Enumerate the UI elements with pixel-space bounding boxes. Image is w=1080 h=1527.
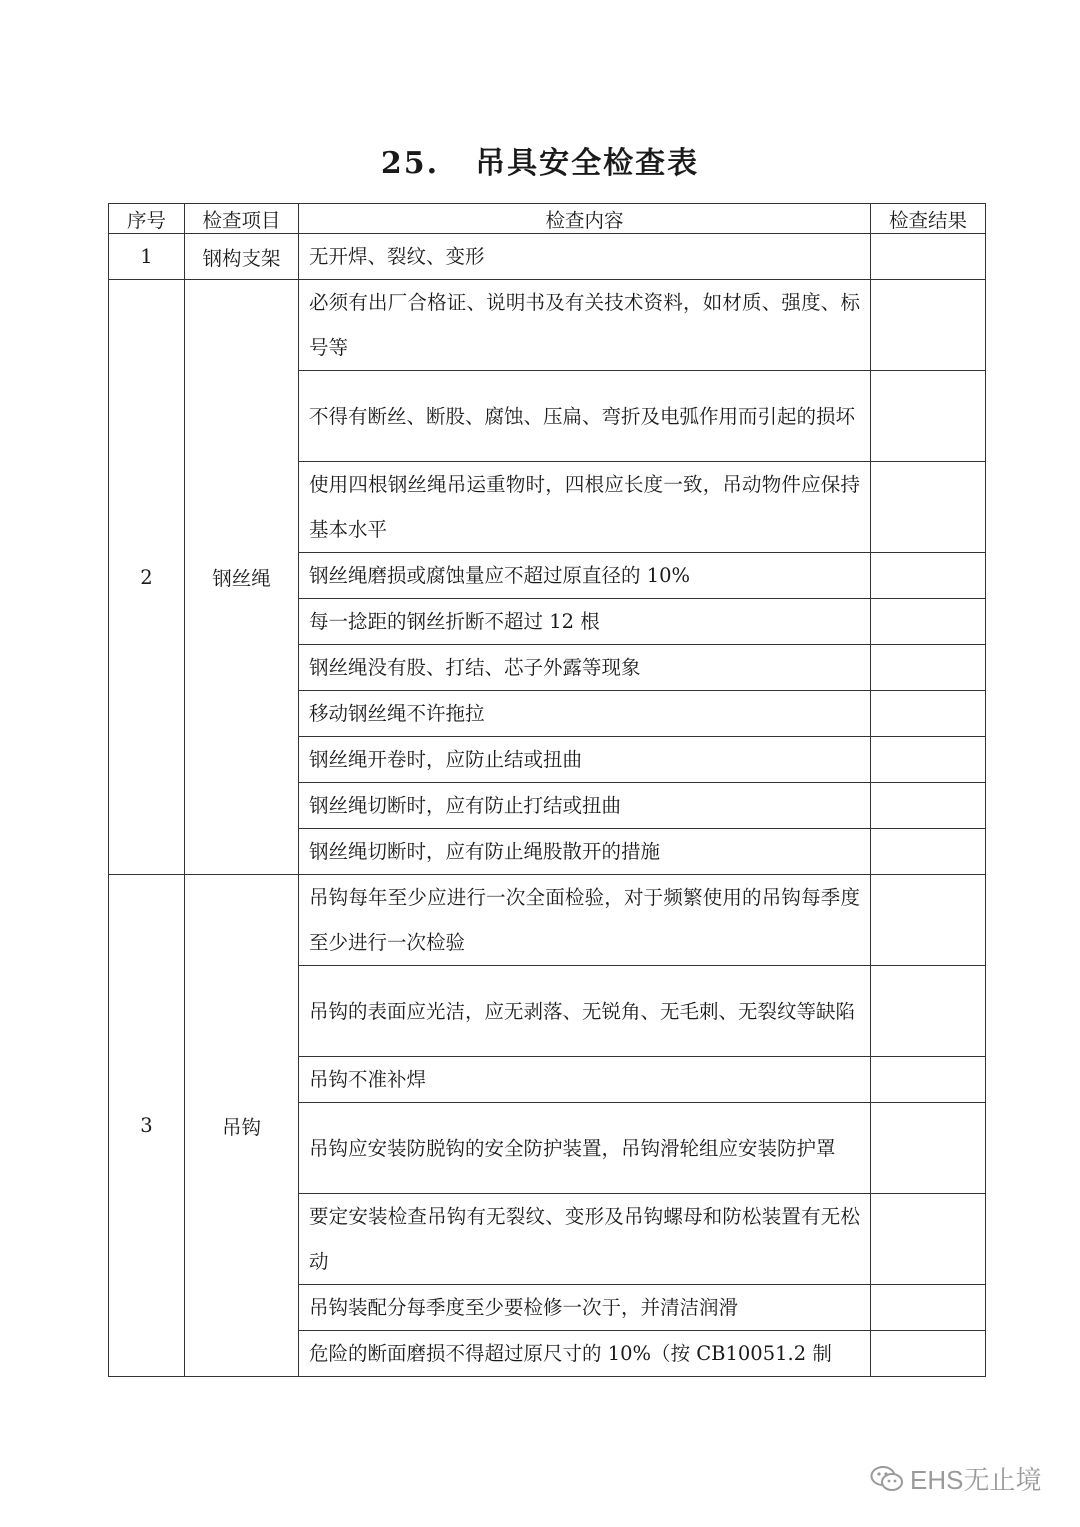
result-cell[interactable] [871,1331,986,1377]
content-cell: 钢丝绳没有股、打结、芯子外露等现象 [299,645,871,691]
wechat-icon [870,1465,904,1493]
content-cell: 钢丝绳开卷时，应防止结或扭曲 [299,737,871,783]
header-content: 检查内容 [299,204,871,234]
seq-cell: 2 [109,280,185,875]
content-cell: 吊钩每年至少应进行一次全面检验，对于频繁使用的吊钩每季度至少进行一次检验 [299,875,871,966]
result-cell[interactable] [871,829,986,875]
content-cell: 吊钩的表面应光洁，应无剥落、无锐角、无毛刺、无裂纹等缺陷 [299,966,871,1057]
result-cell[interactable] [871,371,986,462]
header-item: 检查项目 [185,204,299,234]
result-cell[interactable] [871,1194,986,1285]
result-cell[interactable] [871,645,986,691]
result-cell[interactable] [871,966,986,1057]
content-cell: 无开焊、裂纹、变形 [299,234,871,280]
result-cell[interactable] [871,691,986,737]
content-cell: 移动钢丝绳不许拖拉 [299,691,871,737]
seq-cell: 3 [109,875,185,1377]
content-cell: 使用四根钢丝绳吊运重物时，四根应长度一致，吊动物件应保持基本水平 [299,462,871,553]
table-row [109,234,986,280]
content-cell: 吊钩应安装防脱钩的安全防护装置，吊钩滑轮组应安装防护罩 [299,1103,871,1194]
content-cell: 吊钩不准补焊 [299,1057,871,1103]
watermark-text: EHS无止境 [910,1465,1042,1495]
content-cell: 必须有出厂合格证、说明书及有关技术资料，如材质、强度、标号等 [299,280,871,371]
result-cell[interactable] [871,599,986,645]
seq-cell: 1 [109,234,185,280]
result-cell[interactable] [871,234,986,280]
result-cell[interactable] [871,280,986,371]
content-cell: 钢丝绳切断时，应有防止绳股散开的措施 [299,829,871,875]
header-row [109,204,986,234]
content-cell: 不得有断丝、断股、腐蚀、压扁、弯折及电弧作用而引起的损坏 [299,371,871,462]
title-number: 25. [380,146,440,181]
page-title [0,138,1080,182]
result-cell[interactable] [871,737,986,783]
table-row [109,280,986,371]
safety-checklist-table [108,203,986,1377]
content-cell: 钢丝绳切断时，应有防止打结或扭曲 [299,783,871,829]
header-seq: 序号 [109,204,185,234]
result-cell[interactable] [871,553,986,599]
header-result: 检查结果 [871,204,986,234]
result-cell[interactable] [871,462,986,553]
content-cell: 吊钩装配分每季度至少要检修一次于，并清洁润滑 [299,1285,871,1331]
content-cell: 每一捻距的钢丝折断不超过 12 根 [299,599,871,645]
content-cell: 危险的断面磨损不得超过原尺寸的 10%（按 CB10051.2 制 [299,1331,871,1377]
content-cell: 要定安装检查吊钩有无裂纹、变形及吊钩螺母和防松装置有无松动 [299,1194,871,1285]
item-cell: 钢构支架 [185,234,299,280]
result-cell[interactable] [871,783,986,829]
result-cell[interactable] [871,1057,986,1103]
content-cell: 钢丝绳磨损或腐蚀量应不超过原直径的 10% [299,553,871,599]
result-cell[interactable] [871,1103,986,1194]
watermark [870,1460,1041,1497]
table-row [109,875,986,966]
result-cell[interactable] [871,1285,986,1331]
title-text: 吊具安全检查表 [475,146,700,181]
result-cell[interactable] [871,875,986,966]
item-cell: 吊钩 [185,875,299,1377]
item-cell: 钢丝绳 [185,280,299,875]
